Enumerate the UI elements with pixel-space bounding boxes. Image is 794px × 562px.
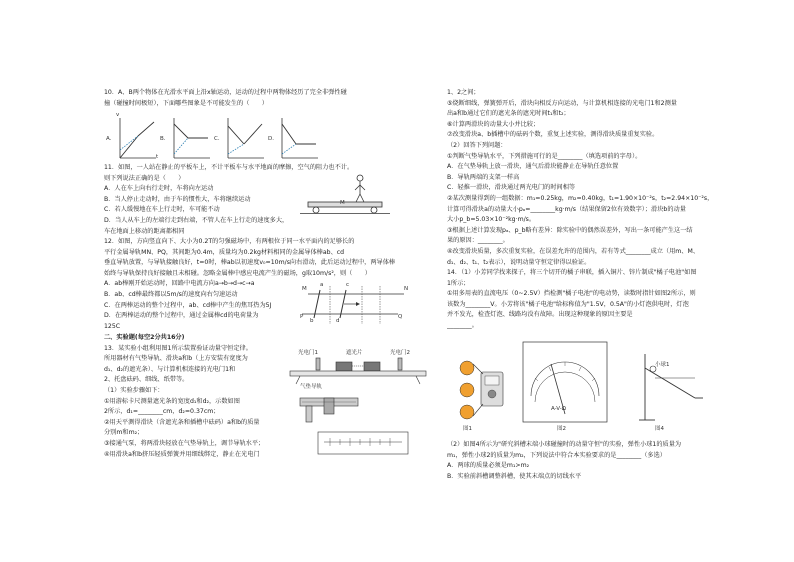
q14-2-option-a: A．两球的质量必须是m₁>m₂ bbox=[447, 462, 530, 470]
q10-line-1: 10．A、B两个物体在光滑水平面上沿x轴运动，运动的过程中两物体经历了完全非弹性碰 bbox=[104, 89, 347, 96]
right-column bbox=[447, 88, 794, 332]
q14-2-line-2: m₁，弹性小球2的质量为m₂，下列说法中符合本实验要求的是________（多选） bbox=[447, 451, 666, 459]
q14-2-line-1: （2）如图4所示为"研究斜槽末端小球碰撞时的动量守恒"的实验，弹性小球1的质量为 bbox=[447, 441, 682, 448]
rail-label-a: a bbox=[320, 282, 324, 288]
q10-graphs bbox=[104, 112, 324, 162]
q10-option-a: A． bbox=[106, 136, 116, 142]
step-line-18: 14．（1）小芳同学找来探子，将三个切开的橘子串联，插入铜片、锌片制成"橘子电池"如图 bbox=[447, 269, 697, 277]
rail-label-q: Q bbox=[398, 314, 403, 320]
q14-2-option-b: B．实验前斜槽调整斜槽，使其末端点的切线水平 bbox=[447, 472, 582, 480]
step-line-9: B．导轨两端的支架一样高 bbox=[447, 173, 520, 181]
q12-line-1: 12．如图，方向竖直向下、大小为0.2T的匀强磁场中，有两根位于同一水平面内的足够长的 bbox=[104, 238, 355, 245]
cart-svg bbox=[300, 170, 390, 220]
q10-axis-t: t bbox=[156, 154, 159, 160]
rail-label-m: M bbox=[302, 286, 307, 292]
step-line-1: 1、2之间； bbox=[447, 89, 480, 96]
step-line-22: 并不发光，检查灯泡、线路均没有故障。出现这种现象的原因主要是 bbox=[447, 311, 633, 319]
q14-figures-svg bbox=[455, 338, 705, 434]
step-line-10: C．轻推一滑块，滑块通过两光电门的时间相等 bbox=[447, 184, 576, 192]
q11-option-d-cont: 车在地面上移动的距离都相同 bbox=[104, 227, 185, 235]
q12-line-2: 平行金属导轨MN、PQ，其间距为0.4m，质量均为0.2kg材料相同的金属导体棒ab、cd bbox=[104, 248, 345, 256]
meter-label: A-V-Ω bbox=[551, 406, 566, 412]
ball-1-label: 小球1 bbox=[655, 362, 670, 368]
rail-label-b: b bbox=[310, 318, 314, 324]
fig-label-1: 图1 bbox=[463, 426, 472, 432]
graph-d bbox=[282, 118, 318, 158]
q13-line-4: 2、托盘砝码、细线、纸带等。 bbox=[104, 376, 189, 384]
q13-line-2: 所用器材有气垫导轨、滑块a和b（上方安装有宽度为 bbox=[104, 355, 248, 363]
step-line-5: ⑦改变滑块a、b插槽中的砝码个数，重复上述实验，测得滑块质量重复实验。 bbox=[447, 131, 659, 139]
q12-option-c: C．在两棒运动的整个过程中，ab、cd棒中产生的焦耳热为5J bbox=[104, 301, 272, 309]
q11-line-2: 则下列说法正确的是（ ） bbox=[104, 174, 185, 182]
q12-line-4: 始终与导轨保持良好接触且未相碰。忽略金属棒中感应电流产生的磁场，g取10m/s²，则（ ） bbox=[104, 269, 371, 277]
q12-option-d-cont: 125C bbox=[104, 322, 121, 330]
q13-line-1: 13．某实验小组利用图1所示装置验证动量守恒定律。 bbox=[104, 344, 252, 352]
q11-option-d: D．当人从车上的左端行走到右端，不管人在车上行走的速度多大， bbox=[104, 216, 289, 224]
step-line-8: A．在气垫导轨上放一滑块，通气后滑块能静止在导轨任意位置 bbox=[447, 163, 619, 171]
step-line-23: ________。 bbox=[447, 322, 478, 330]
left-column bbox=[104, 88, 452, 109]
airtrack-svg bbox=[280, 348, 430, 458]
cart-label-m: M bbox=[340, 200, 345, 206]
q11-option-a: A．人在车上向右行走时，车将向左运动 bbox=[104, 185, 214, 193]
step-line-12: 计算可得滑块a的动量大小pₐ=________kg·m/s（结果保留2位有效数字）；滑块b的动量 bbox=[447, 205, 686, 213]
q11-line-1: 11．如图，一人站在静止的平板车上，不计平板车与水平地面的摩擦，空气的阻力也不计。 bbox=[104, 164, 354, 171]
step-line-7: ①判断气垫导轨水平，下列措施可行的是________（填选项前的字母）。 bbox=[447, 152, 642, 160]
q10-axis-v: v bbox=[116, 112, 120, 118]
section-experiment: 二、实验题(每空2分共16分) bbox=[104, 334, 185, 341]
rail-label-d: d bbox=[336, 318, 340, 324]
label-photogate-1: 光电门1 bbox=[298, 350, 318, 356]
q12-option-d: D．在两棒运动的整个过程中，通过金属棒cd的电荷量为 bbox=[104, 312, 259, 320]
q13-airtrack-figure bbox=[280, 348, 430, 458]
q13-line-3: d₁、d₂的遮光条）、与计算机相连接的光电门1和 bbox=[104, 365, 236, 373]
q13-line-10: ③接通气泵，将两滑块轻放在气垫导轨上，调节导轨水平； bbox=[104, 439, 265, 447]
q11-option-c: C．若人缓慢地在车上行走时，车可能不动 bbox=[104, 206, 220, 214]
label-photogate-2: 光电门2 bbox=[390, 350, 410, 356]
q13-line-7: 2所示，d₁=________cm，d₂=0.37cm； bbox=[104, 408, 220, 416]
fig-label-2: 图2 bbox=[557, 426, 566, 432]
step-line-4: ⑥计算两滑块的动量大小并比较； bbox=[447, 120, 540, 128]
graph-b bbox=[174, 118, 210, 158]
q10-line-2: 撞（碰撞时间极短），下面哪些图象是不可能发生的（ ） bbox=[104, 99, 268, 107]
q14-part2-block bbox=[447, 440, 794, 482]
step-line-19: 1所示； bbox=[447, 279, 470, 287]
rail-label-p: P bbox=[300, 314, 304, 320]
rail-label-n: N bbox=[404, 286, 409, 292]
step-line-13: 大小p_b=5.03×10⁻²kg·m/s。 bbox=[447, 216, 536, 224]
fig-label-4: 图4 bbox=[655, 426, 664, 432]
q10-option-b: B． bbox=[160, 136, 170, 142]
graph-c bbox=[228, 118, 264, 158]
step-line-20: ①用多用表的直流电压（0~2.5V）挡检测"橘子电池"的电动势，读数时指针如图2所示，则 bbox=[447, 290, 696, 298]
label-shading-strip: 遮光片 bbox=[346, 350, 363, 356]
step-line-16: ④改变滑块质量，多次重复实验，在误差允许的范围内，若有等式________成立（用m、M、 bbox=[447, 247, 700, 255]
rail-label-c: c bbox=[346, 282, 350, 288]
step-line-6: （2）回答下列问题： bbox=[447, 141, 507, 149]
q12-option-a: A．ab棒刚开始运动时，回路中电流方向a→b→d→c→a bbox=[104, 280, 255, 288]
step-line-17: d₁、d₂、t₁、t₂表示），说明动量守恒定律得以验证。 bbox=[447, 258, 591, 266]
q12-option-b: B．ab、cd棒最终都以5m/s的速度向右匀速运动 bbox=[104, 290, 238, 298]
incline-apparatus-figure bbox=[639, 354, 703, 420]
q13-line-6: ①用游标卡尺测量遮光条的宽度d₁和d₂，示数如图 bbox=[104, 397, 240, 405]
q11-cart-figure bbox=[300, 170, 390, 220]
q14-figures bbox=[455, 338, 705, 434]
q13-line-5: （1）实验步骤如下： bbox=[104, 386, 164, 394]
step-line-21: 该数为________V。小芳将该"橘子电池"给标称值为"1.5V，0.5A"的小灯泡供电时，灯泡 bbox=[447, 300, 689, 308]
step-line-11: ②某次测量得到的一组数据：m₁=0.25kg，m₂=0.40kg，t₁=1.90×10⁻²s，t₂=2.94×10⁻²s， bbox=[447, 194, 714, 202]
q10-option-c: C． bbox=[214, 136, 224, 142]
step-line-14: ③根据上述计算发现pₐ、p_b略有差异：除实验中的偶然误差外，写出一条可能产生这一结 bbox=[447, 226, 693, 234]
orange-battery-figure bbox=[460, 361, 503, 419]
q11-block bbox=[104, 163, 452, 237]
q13-line-11: ④用滑块a和b挤压轻质弹簧并用细线绑定，静止在光电门 bbox=[104, 450, 260, 458]
graph-a bbox=[120, 118, 159, 160]
label-air-track: 气垫导轨 bbox=[300, 384, 323, 390]
step-line-15: 果的原因：________。 bbox=[447, 237, 509, 245]
step-line-2: ⑤烧断细线，弹簧弹开后，滑块向相反方向运动，与计算机相连接的光电门1和2测量 bbox=[447, 99, 677, 107]
step-line-3: 出a和b通过它们的遮光条的遮光时间t₁和t₂； bbox=[447, 110, 570, 118]
q12-line-3: 垂直导轨放置，与导轨接触良好，t=0时，棒ab以初速度v₀=10m/s向右滑动，此后运动过程中，两导体棒 bbox=[104, 259, 396, 267]
q11-option-b: B．当人停止走动时，由于车的惯性大，车将继续运动 bbox=[104, 195, 251, 203]
q10-option-d: D． bbox=[268, 136, 278, 142]
q12-rails-figure bbox=[300, 282, 410, 328]
q13-line-8: ②用天平测得滑块（含遮光条和插槽中砝码）a和b的质量 bbox=[104, 418, 260, 426]
rails-svg bbox=[300, 282, 410, 328]
q13-line-9: 分别m和m₂； bbox=[104, 429, 144, 437]
